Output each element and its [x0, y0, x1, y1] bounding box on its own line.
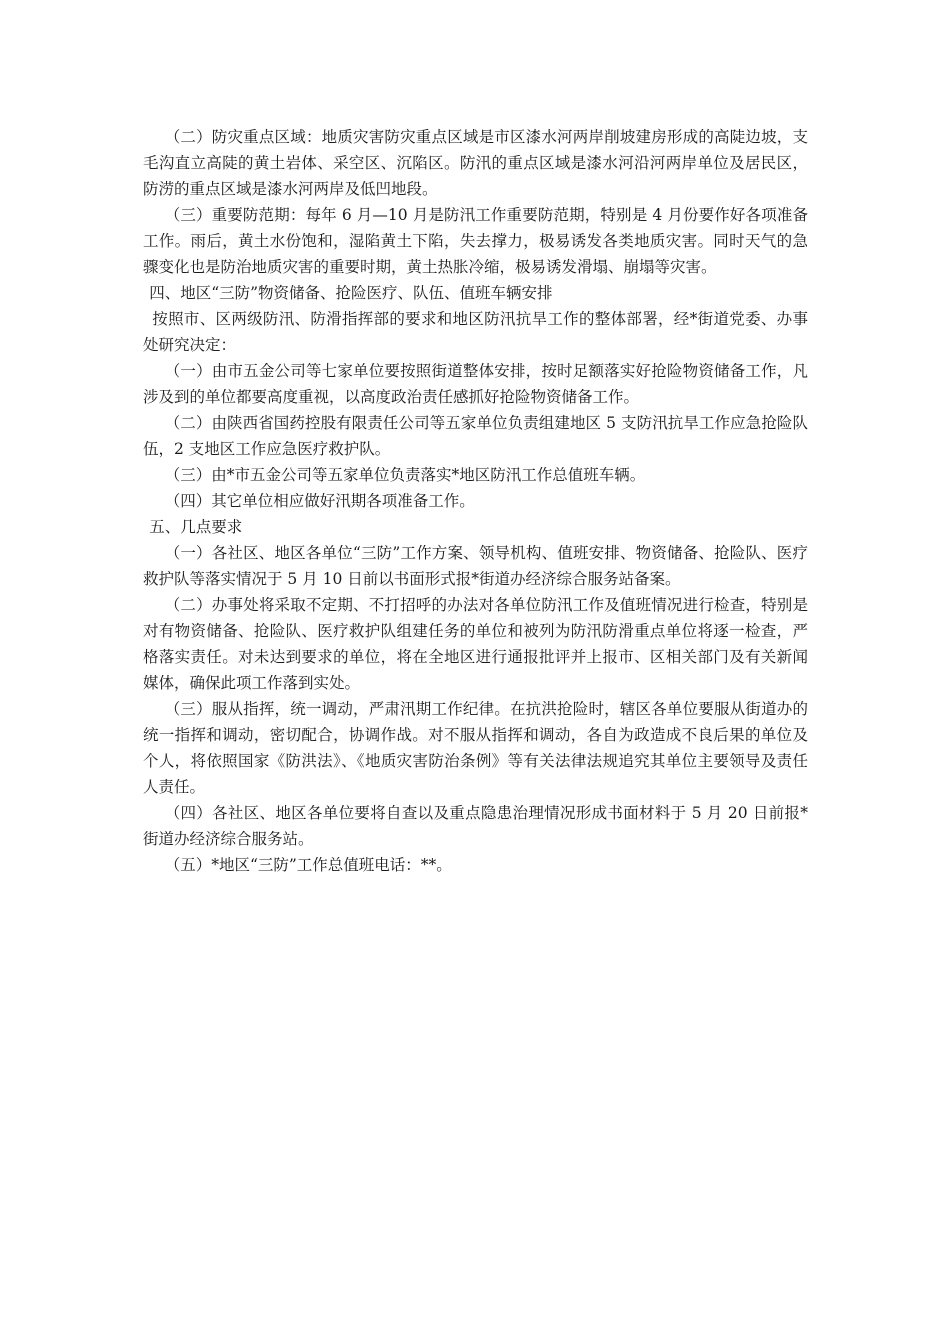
paragraph-requirement-one: （一）各社区、地区各单位“三防”工作方案、领导机构、值班安排、物资储备、抢险队、医疗救护队等落实情况于 5 月 10 日前以书面形式报*街道办经济综合服务站备案。	[143, 544, 808, 588]
paragraph-requirement-five: （五）*地区“三防”工作总值班电话：**。	[164, 856, 452, 874]
paragraph-rescue-teams: （二）由陕西省国药控股有限责任公司等五家单位负责组建地区 5 支防汛抗旱工作应急抢险队伍，2 支地区工作应急医疗救护队。	[143, 414, 808, 458]
paragraph-requirement-two: （二）办事处将采取不定期、不打招呼的办法对各单位防汛工作及值班情况进行检查，特别是对有物资储备、抢险队、医疗救护队组建任务的单位和被列为防汛防滑重点单位将逐一检查，严格落实责任。对未达到要求的单位，将在全地区进行通报批评并上报市、区相关部门及有关新闻媒体，确保此项工作落到实处。	[143, 596, 808, 692]
section-heading-five: 五、几点要求	[149, 518, 243, 536]
paragraph-disaster-key-areas: （二）防灾重点区域：地质灾害防灾重点区域是市区漆水河两岸削坡建房形成的高陡边坡，支毛沟直立高陡的黄土岩体、采空区、沉陷区。防汛的重点区域是漆水河沿河两岸单位及居民区，防涝的重点区域是漆水河两岸及低凹地段。	[143, 128, 808, 198]
paragraph-requirement-four: （四）各社区、地区各单位要将自查以及重点隐患治理情况形成书面材料于 5 月 20 日前报*街道办经济综合服务站。	[143, 804, 808, 848]
paragraph-duty-vehicles: （三）由*市五金公司等五家单位负责落实*地区防汛工作总值班车辆。	[164, 466, 646, 484]
document-body	[143, 124, 808, 878]
paragraph-requirement-three: （三）服从指挥，统一调动，严肃汛期工作纪律。在抗洪抢险时，辖区各单位要服从街道办的统一指挥和调动，密切配合，协调作战。对不服从指挥和调动，各自为政造成不良后果的单位及个人，将依照国家《防洪法》、《地质灾害防治条例》等有关法律法规追究其单位主要领导及责任人责任。	[143, 700, 808, 796]
paragraph-other-units: （四）其它单位相应做好汛期各项准备工作。	[164, 492, 475, 510]
section-heading-four: 四、地区“三防”物资储备、抢险医疗、队伍、值班车辆安排	[149, 284, 553, 302]
paragraph-key-prevention-period: （三）重要防范期：每年 6 月—10 月是防汛工作重要防范期，特别是 4 月份要作好各项准备工作。雨后，黄土水份饱和，湿陷黄土下陷，失去撑力，极易诱发各类地质灾害。同时天气的急骤变化也是防治地质灾害的重要时期，黄土热胀冷缩，极易诱发滑塌、崩塌等灾害。	[143, 206, 808, 276]
paragraph-materials-reserve: （一）由市五金公司等七家单位要按照街道整体安排，按时足额落实好抢险物资储备工作，凡涉及到的单位都要高度重视，以高度政治责任感抓好抢险物资储备工作。	[143, 362, 808, 406]
paragraph-section-four-intro: 按照市、区两级防汛、防滑指挥部的要求和地区防汛抗旱工作的整体部署，经*街道党委、办事处研究决定：	[143, 310, 808, 354]
